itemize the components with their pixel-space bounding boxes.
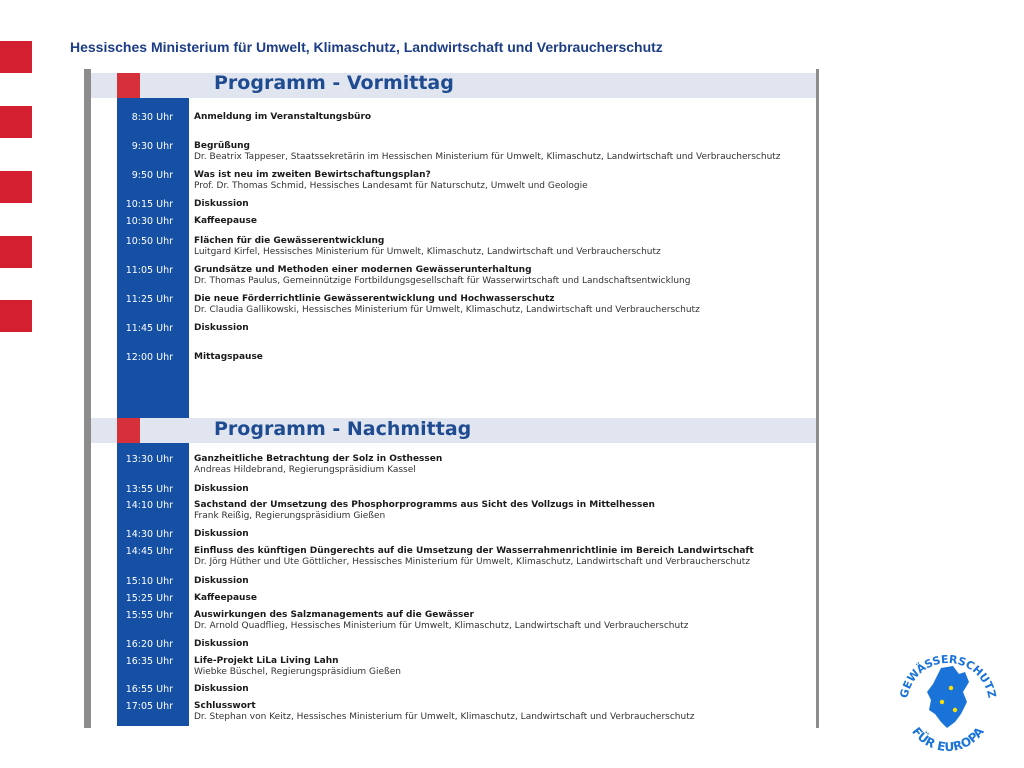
time-label: 17:05 Uhr xyxy=(125,701,173,712)
session-title: Sachstand der Umsetzung des Phosphorprogramms aus Sicht des Vollzugs in Mittelhessen xyxy=(194,500,655,510)
time-label: 9:30 Uhr xyxy=(131,141,173,152)
session-title: Diskussion xyxy=(194,684,249,694)
session-title: Diskussion xyxy=(194,576,249,586)
session-speaker: Prof. Dr. Thomas Schmid, Hessisches Landesamt für Naturschutz, Umwelt und Geologie xyxy=(194,181,588,191)
session-title: Die neue Förderrichtlinie Gewässerentwicklung und Hochwasserschutz xyxy=(194,294,555,304)
session-title: Mittagspause xyxy=(194,352,263,362)
time-label: 16:55 Uhr xyxy=(125,684,173,695)
session-title: Auswirkungen des Salzmanagements auf die Gewässer xyxy=(194,610,474,620)
session-title: Ganzheitliche Betrachtung der Solz in Osthessen xyxy=(194,454,443,464)
gewaesserschutz-logo xyxy=(893,642,1003,752)
session-title: Life-Projekt LiLa Living Lahn xyxy=(194,656,339,666)
session-speaker: Dr. Thomas Paulus, Gemeinnützige Fortbildungsgesellschaft für Wasserwirtschaft und Landschaftsentwicklung xyxy=(194,276,691,286)
hessen-map-icon xyxy=(927,666,969,728)
section-heading-vormittag: Programm - Vormittag xyxy=(214,72,454,94)
panel-border xyxy=(84,69,91,728)
session-title: Diskussion xyxy=(194,529,249,539)
time-label: 14:30 Uhr xyxy=(125,529,173,540)
time-label: 16:35 Uhr xyxy=(125,656,173,667)
session-title: Diskussion xyxy=(194,639,249,649)
session-speaker: Frank Reißig, Regierungspräsidium Gießen xyxy=(194,511,386,521)
time-label: 9:50 Uhr xyxy=(131,170,173,181)
logo-text-top: GEWÄSSERSCHUTZ xyxy=(897,652,999,700)
section-heading-nachmittag: Programm - Nachmittag xyxy=(214,418,472,440)
session-title: Was ist neu im zweiten Bewirtschaftungsplan? xyxy=(194,170,431,180)
session-title: Diskussion xyxy=(194,199,249,209)
time-label: 13:30 Uhr xyxy=(125,454,173,465)
decorative-red-tab xyxy=(0,300,32,332)
band-accent xyxy=(117,73,140,98)
session-title: Diskussion xyxy=(194,484,249,494)
decorative-red-tab xyxy=(0,41,32,73)
time-label: 15:10 Uhr xyxy=(125,576,173,587)
time-label: 10:30 Uhr xyxy=(125,216,173,227)
session-title: Kaffeepause xyxy=(194,593,257,603)
session-speaker: Dr. Stephan von Keitz, Hessisches Ministerium für Umwelt, Klimaschutz, Landwirtschaft und Verbraucherschutz xyxy=(194,712,695,722)
panel-border xyxy=(816,69,819,728)
session-speaker: Luitgard Kirfel, Hessisches Ministerium für Umwelt, Klimaschutz, Landwirtschaft und Verbraucherschutz xyxy=(194,247,661,257)
session-title: Grundsätze und Methoden einer modernen Gewässerunterhaltung xyxy=(194,265,532,275)
time-label: 12:00 Uhr xyxy=(125,352,173,363)
time-label: 11:25 Uhr xyxy=(125,294,173,305)
session-speaker: Dr. Claudia Gallikowski, Hessisches Ministerium für Umwelt, Klimaschutz, Landwirtschaft und Verbraucherschutz xyxy=(194,305,700,315)
session-title: Einfluss des künftigen Düngerechts auf die Umsetzung der Wasserrahmenrichtlinie im Bereich Landwirtschaft xyxy=(194,546,754,556)
session-speaker: Dr. Arnold Quadflieg, Hessisches Ministerium für Umwelt, Klimaschutz, Landwirtschaft und Verbraucherschutz xyxy=(194,621,689,631)
session-title: Diskussion xyxy=(194,323,249,333)
time-label: 11:45 Uhr xyxy=(125,323,173,334)
session-title: Begrüßung xyxy=(194,141,250,151)
time-label: 13:55 Uhr xyxy=(125,484,173,495)
decorative-red-tab xyxy=(0,171,32,203)
session-title: Kaffeepause xyxy=(194,216,257,226)
session-speaker: Dr. Beatrix Tappeser, Staatssekretärin im Hessischen Ministerium für Umwelt, Klimaschutz, Landwirtschaft und Verbraucherschutz xyxy=(194,152,781,162)
time-label: 14:10 Uhr xyxy=(125,500,173,511)
svg-text:FÜR EUROPA xyxy=(909,724,987,752)
time-label: 16:20 Uhr xyxy=(125,639,173,650)
time-label: 10:15 Uhr xyxy=(125,199,173,210)
session-speaker: Andreas Hildebrand, Regierungspräsidium Kassel xyxy=(194,465,416,475)
session-title: Flächen für die Gewässerentwicklung xyxy=(194,236,385,246)
time-label: 14:45 Uhr xyxy=(125,546,173,557)
session-title: Schlusswort xyxy=(194,701,256,711)
decorative-red-tab xyxy=(0,106,32,138)
time-label: 15:25 Uhr xyxy=(125,593,173,604)
session-speaker: Dr. Jörg Hüther und Ute Göttlicher, Hessisches Ministerium für Umwelt, Klimaschutz, Landwirtschaft und Verbraucherschutz xyxy=(194,557,751,567)
time-label: 11:05 Uhr xyxy=(125,265,173,276)
logo-text-bottom: FÜR EUROPA xyxy=(909,724,987,752)
band-accent xyxy=(117,418,140,443)
session-speaker: Wiebke Büschel, Regierungspräsidium Gießen xyxy=(194,667,401,677)
decorative-red-tab xyxy=(0,236,32,268)
page-title: Hessisches Ministerium für Umwelt, Klimaschutz, Landwirtschaft und Verbraucherschutz xyxy=(70,39,663,55)
time-label: 8:30 Uhr xyxy=(131,112,173,123)
time-label: 10:50 Uhr xyxy=(125,236,173,247)
time-label: 15:55 Uhr xyxy=(125,610,173,621)
session-title: Anmeldung im Veranstaltungsbüro xyxy=(194,112,372,122)
